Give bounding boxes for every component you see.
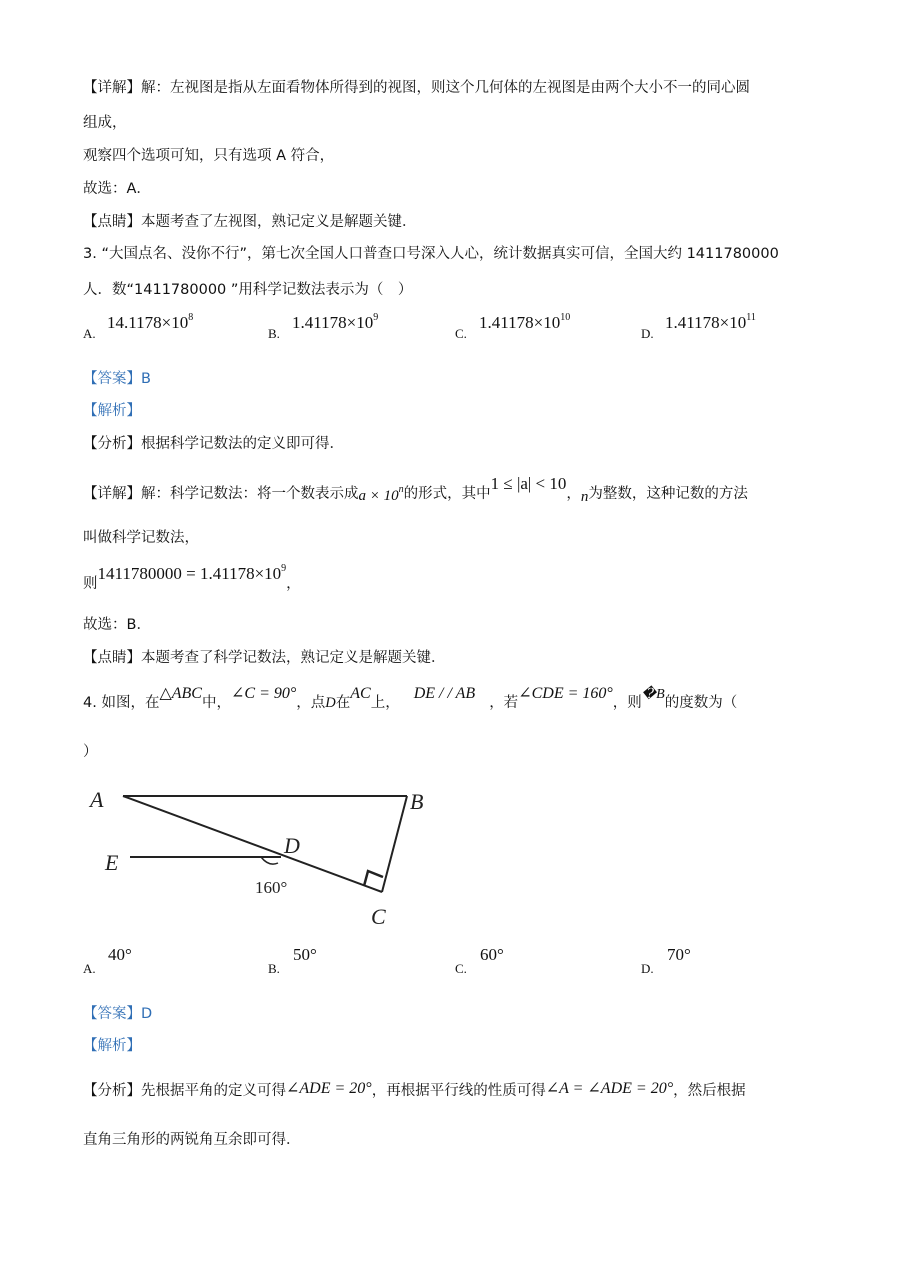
option-value: $1.41178\times 10^{10}$ [479, 312, 571, 332]
point-b-label: B [410, 789, 424, 814]
point-d-label: D [284, 833, 300, 858]
option-letter: C. [455, 326, 467, 341]
triangle-figure [85, 780, 435, 940]
analysis-label: 【解析】 [83, 403, 141, 419]
segment-bc [382, 796, 407, 892]
text-line: 故选：A． [83, 181, 151, 197]
detail-text: 【详解】解：科学记数法：将一个数表示成$a \times 10^n$的形式，其中1 ≤ |a| < 10，n为整数，这种记数的方法 [83, 474, 748, 505]
option-value: $1.41178\times 10^9$ [292, 312, 379, 332]
text-line: 故选：B． [83, 617, 151, 633]
option-letter: A. [83, 961, 96, 976]
text-line: 【点睛】本题考查了科学记数法，熟记定义是解题关键． [83, 650, 446, 666]
option-letter: D. [641, 326, 654, 341]
analysis-text: 直角三角形的两锐角互余即可得． [83, 1132, 301, 1148]
option-letter: D. [641, 961, 654, 976]
point-e-label: E [105, 850, 119, 875]
angle-arc [261, 857, 278, 864]
question-4-text: 4. 如图，在△ABC中，∠C = 90°，点D在AC上，DE / / AB，若∠CDE = 160°，则�B的度数为（ [83, 685, 738, 711]
answer-label: 【答案】B [83, 371, 151, 387]
answer-label: 【答案】D [83, 1006, 153, 1022]
analysis-text: 【分析】先根据平角的定义可得∠ADE = 20°，再根据平行线的性质可得∠A = ∠ADE = 20°，然后根据 [83, 1080, 746, 1099]
text-line: 组成， [83, 115, 127, 131]
angle-label: 160° [255, 878, 288, 897]
option-value: 70° [667, 945, 691, 964]
question-3-text: 3. “大国点名、没你不行”，第七次全国人口普查口号深入人心，统计数据真实可信，全国大约 1411780000 [83, 246, 779, 262]
option-value: 50° [293, 945, 317, 964]
point-c-label: C [371, 904, 386, 929]
right-angle-mark [364, 871, 383, 886]
option-letter: B. [268, 961, 280, 976]
analysis-label: 【解析】 [83, 1038, 141, 1054]
option-letter: A. [83, 326, 96, 341]
detail-text: 叫做科学记数法， [83, 530, 199, 546]
detail-text: 则$1411780000 = 1.41178\times 10^9$， [83, 563, 301, 592]
option-letter: B. [268, 326, 280, 341]
text-line: 观察四个选项可知，只有选项 A 符合， [83, 148, 335, 164]
option-value: 40° [108, 945, 132, 964]
option-value: $14.1178\times 10^8$ [107, 312, 194, 332]
text-line: 【详解】解：左视图是指从左面看物体所得到的视图，则这个几何体的左视图是由两个大小不一的同心圆 [83, 80, 750, 96]
text-line: 【点睛】本题考查了左视图，熟记定义是解题关键． [83, 214, 417, 230]
option-value: $1.41178\times 10^{11}$ [665, 312, 756, 332]
question-4-text: ） [83, 744, 98, 760]
segment-ac [123, 796, 382, 892]
option-value: 60° [480, 945, 504, 964]
analysis-text: 【分析】根据科学记数法的定义即可得． [83, 436, 344, 452]
point-a-label: A [90, 787, 104, 812]
question-3-text: 人．数“1411780000 ”用科学记数法表示为（ ） [83, 282, 413, 298]
option-letter: C. [455, 961, 467, 976]
